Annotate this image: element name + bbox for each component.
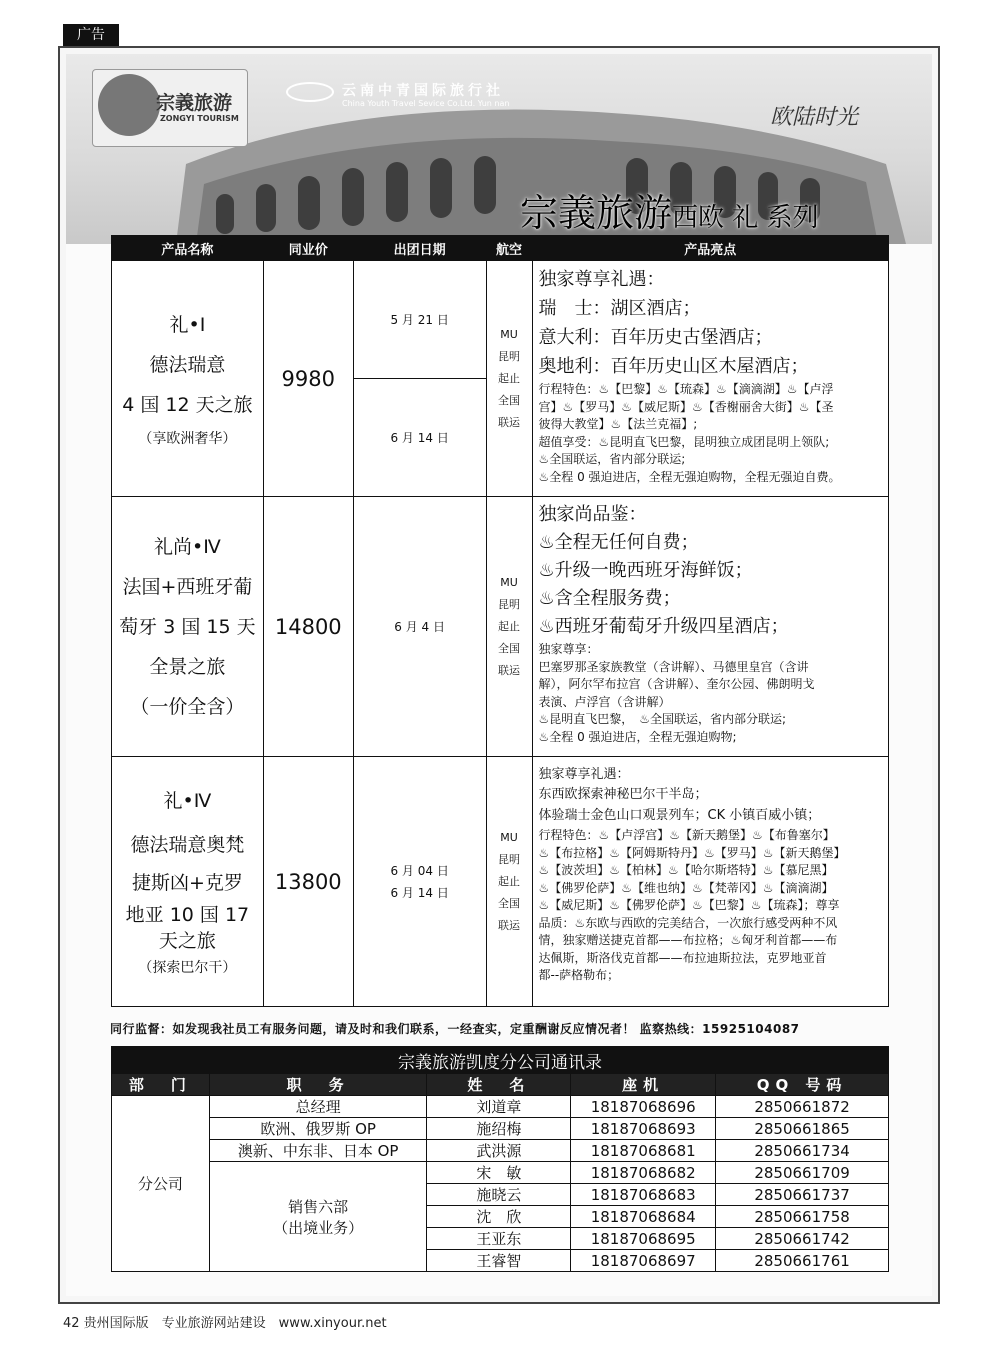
name-cell: 宋 敏 [427,1162,571,1184]
highlight-detail: 表演、卢浮宫（含讲解） [538,694,671,709]
highlight-detail: 行程特色：♨【卢浮宫】♨【新天鹅堡】♨【布鲁塞尔】 [538,828,835,842]
name-cell: 沈 欣 [427,1206,571,1228]
name-cell: 王亚东 [427,1228,571,1250]
table-row [112,757,889,1007]
table-row [112,1140,889,1162]
highlight-detail: 宫】♨【罗马】♨【威尼斯】♨【香榭丽舍大街】♨【圣 [538,399,834,414]
table-row [112,1118,889,1140]
product-line: 萄牙 3 国 15 天 [119,615,256,638]
highlight-detail: 行程特色：♨【巴黎】♨【琉森】♨【滴滴湖】♨【卢浮 [538,382,834,396]
product-table [111,235,889,1007]
footprint-logo-icon [98,74,160,136]
product-line: 天之旅 [158,929,216,952]
highlights-cell [532,757,889,1007]
air-line: MU [500,575,518,589]
phone-cell: 18187068684 [571,1206,716,1228]
air-line: 起止 [498,619,521,633]
product-line: 德法瑞意奥梵 [130,833,245,856]
qq-cell: 2850661872 [716,1096,889,1118]
highlight-line: 独家尚品鉴： [538,504,647,525]
air-line: 联运 [498,415,521,429]
series-title-main: 宗義旅游 [520,191,673,235]
header-product-name: 产品名称 [112,236,264,261]
table-row [112,1162,889,1184]
highlight-detail: ♨【佛罗伦萨】♨【维也纳】♨【梵蒂冈】♨【滴滴湖】 [538,880,834,895]
highlight-detail: 解），阿尔罕布拉宫（含讲解）、奎尔公园、佛朗明戈 [538,677,815,691]
product-line: 4 国 12 天之旅 [122,393,253,416]
highlight-detail: 品质：♨东欧与西欧的完美结合，一次旅行感受两种不风 [538,915,838,930]
date-cell: 5 月 21 日 [353,261,486,379]
highlight-line: ♨含全程服务费； [538,588,681,609]
header-role: 职 务 [209,1074,427,1096]
header-department: 部 门 [112,1074,210,1096]
qq-cell: 2850661737 [716,1184,889,1206]
product-name-cell [112,757,264,1007]
sales-role: 销售六部 [288,1197,349,1216]
logo-name: 宗義旅游 [156,92,233,114]
contact-title: 宗義旅游凯度分公司通讯录 [112,1047,889,1074]
name-cell: 施绍梅 [427,1118,571,1140]
product-note: （探索巴尔干） [138,959,237,976]
highlight-detail: 超值享受：♨昆明直飞巴黎，昆明独立成团昆明上领队; [538,434,830,449]
role-cell: 澳新、中东非、日本 OP [209,1140,427,1162]
highlight-line: 独家尊享礼遇： [538,269,665,290]
product-header-row [112,236,889,261]
table-row [112,497,889,757]
phone-cell: 18187068693 [571,1118,716,1140]
name-cell: 王睿智 [427,1250,571,1272]
highlight-detail: 独家尊享： [538,642,599,656]
highlight-detail: ♨全程 0 强迫进店，全程无强迫购物; [538,729,737,744]
highlight-detail: 独家尊享礼遇： [538,767,630,782]
price-cell: 13800 [263,757,353,1007]
product-name-cell [112,497,264,757]
highlight-detail: 达佩斯，斯洛伐克首都——布拉迪斯拉法，克罗地亚首 [538,950,827,965]
highlight-detail: 都--萨格勒布； [538,968,620,982]
air-line: 联运 [498,663,521,677]
date-line: 6 月 14 日 [390,885,449,900]
phone-cell: 18187068696 [571,1096,716,1118]
price-cell: 14800 [263,497,353,757]
qq-cell: 2850661742 [716,1228,889,1250]
name-cell: 施晓云 [427,1184,571,1206]
ad-tag: 广告 [63,24,119,46]
series-title-sub: 西欧 礼 系列 [672,203,819,233]
series-title [520,182,819,237]
date-cell: 6 月 4 日 [353,497,486,757]
qq-cell: 2850661709 [716,1162,889,1184]
price-cell: 9980 [263,261,353,497]
highlight-detail: ♨【威尼斯】♨【佛罗伦萨】♨【巴黎】♨【琉森】；尊享 [538,898,840,912]
header-price: 同业价 [263,236,353,261]
highlight-detail: ♨昆明直飞巴黎， ♨全国联运，省内部分联运; [538,712,787,726]
sales-note: （出境业务） [273,1218,364,1237]
contact-table [111,1046,889,1272]
brand-script: 欧陆时光 [770,105,859,130]
highlight-line: ♨西班牙葡萄牙升级四星酒店； [538,616,789,637]
air-line: 昆明 [498,852,521,866]
qq-cell: 2850661761 [716,1250,889,1272]
product-line: （一价全含） [130,695,245,718]
role-cell: 总经理 [209,1096,427,1118]
cyts-name: 云南中青国际旅行社 [342,83,504,99]
name-cell: 刘道章 [427,1096,571,1118]
highlight-line: 意大利：百年历史古堡酒店； [538,327,773,348]
product-line: 地亚 10 国 17 [125,903,250,926]
qq-cell: 2850661758 [716,1206,889,1228]
product-line: 礼•Ⅰ [169,313,206,336]
department-cell: 分公司 [112,1096,210,1272]
product-line: 礼尚•Ⅳ [154,535,221,558]
air-line: 全国 [498,641,521,655]
logo-english: ZONGYI TOURISM [160,114,239,123]
role-cell: 欧洲、俄罗斯 OP [209,1118,427,1140]
highlight-line: 奥地利：百年历史山区木屋酒店； [538,356,809,377]
highlight-detail: ♨全程 0 强迫进店，全程无强迫购物，全程无强迫自费。 [538,469,841,484]
air-line: 全国 [498,896,521,910]
contact-header-row [112,1074,889,1096]
highlight-detail: ♨全国联运，省内部分联运; [538,452,686,466]
highlight-detail: ♨【波茨坦】♨【柏林】♨【哈尔斯塔特】♨【慕尼黑】 [538,863,834,877]
header-airline: 航空 [486,236,532,261]
header-phone: 座机 [571,1074,716,1096]
page-footer: 42 贵州国际版 专业旅游网站建设 www.xinyour.net [63,1316,387,1331]
table-row [112,261,889,379]
table-row [112,1096,889,1118]
air-line: 昆明 [498,597,521,611]
phone-cell: 18187068697 [571,1250,716,1272]
cyts-logo-icon [286,82,334,102]
header-name: 姓 名 [427,1074,571,1096]
highlight-detail: 巴塞罗那圣家族教堂（含讲解）、马德里皇宫（含讲 [538,659,809,674]
air-line: 全国 [498,393,521,407]
date-cell [353,757,486,1007]
highlight-detail: 东西欧探索神秘巴尔干半岛； [538,787,708,802]
header-qq: QQ 号码 [716,1074,889,1096]
airline-cell [486,757,532,1007]
product-line: 全景之旅 [149,655,226,678]
header-highlights: 产品亮点 [532,236,889,261]
highlight-detail: 体验瑞士金色山口观景列车；CK 小镇百威小镇； [538,808,821,823]
highlights-cell [532,497,889,757]
qq-cell: 2850661734 [716,1140,889,1162]
phone-cell: 18187068695 [571,1228,716,1250]
highlight-detail: ♨【布拉格】♨【阿姆斯特丹】♨【罗马】♨【新天鹅堡】 [538,845,846,860]
product-line: 礼•Ⅳ [163,789,212,812]
airline-cell [486,261,532,497]
product-line: 捷斯凶+克罗 [131,871,243,894]
cyts-english: China Youth Travel Sevice Co.Ltd. Yun nan [342,99,510,108]
highlights-cell [532,261,889,497]
highlight-line: 瑞 士：湖区酒店； [538,298,701,319]
product-name-cell [112,261,264,497]
qq-cell: 2850661865 [716,1118,889,1140]
date-line: 6 月 04 日 [390,863,449,878]
highlight-line: ♨全程无任何自费； [538,532,699,553]
air-line: 起止 [498,874,521,888]
air-line: MU [500,327,518,341]
sales-role-cell [209,1162,427,1272]
phone-cell: 18187068681 [571,1140,716,1162]
name-cell: 武洪源 [427,1140,571,1162]
phone-cell: 18187068682 [571,1162,716,1184]
product-line: 德法瑞意 [149,353,226,376]
air-line: 起止 [498,371,521,385]
highlight-detail: 彼得大教堂】♨【法兰克福】; [538,417,698,431]
air-line: 联运 [498,918,521,932]
phone-cell: 18187068683 [571,1184,716,1206]
air-line: 昆明 [498,349,521,363]
highlight-line: ♨升级一晚西班牙海鲜饭； [538,560,753,581]
date-cell: 6 月 14 日 [353,379,486,497]
header-departure: 出团日期 [353,236,486,261]
product-line: 法国+西班牙葡 [122,575,253,598]
air-line: MU [500,830,518,844]
airline-cell [486,497,532,757]
supervision-note: 同行监督：如发现我社员工有服务问题，请及时和我们联系，一经查实，定重酬谢反应情况者！ 监察热线：15925104087 [110,1022,800,1036]
highlight-detail: 情，独家赠送捷克首都——布拉格；♨匈牙利首都——布 [538,933,838,947]
product-note: （享欧洲奢华） [138,430,237,447]
